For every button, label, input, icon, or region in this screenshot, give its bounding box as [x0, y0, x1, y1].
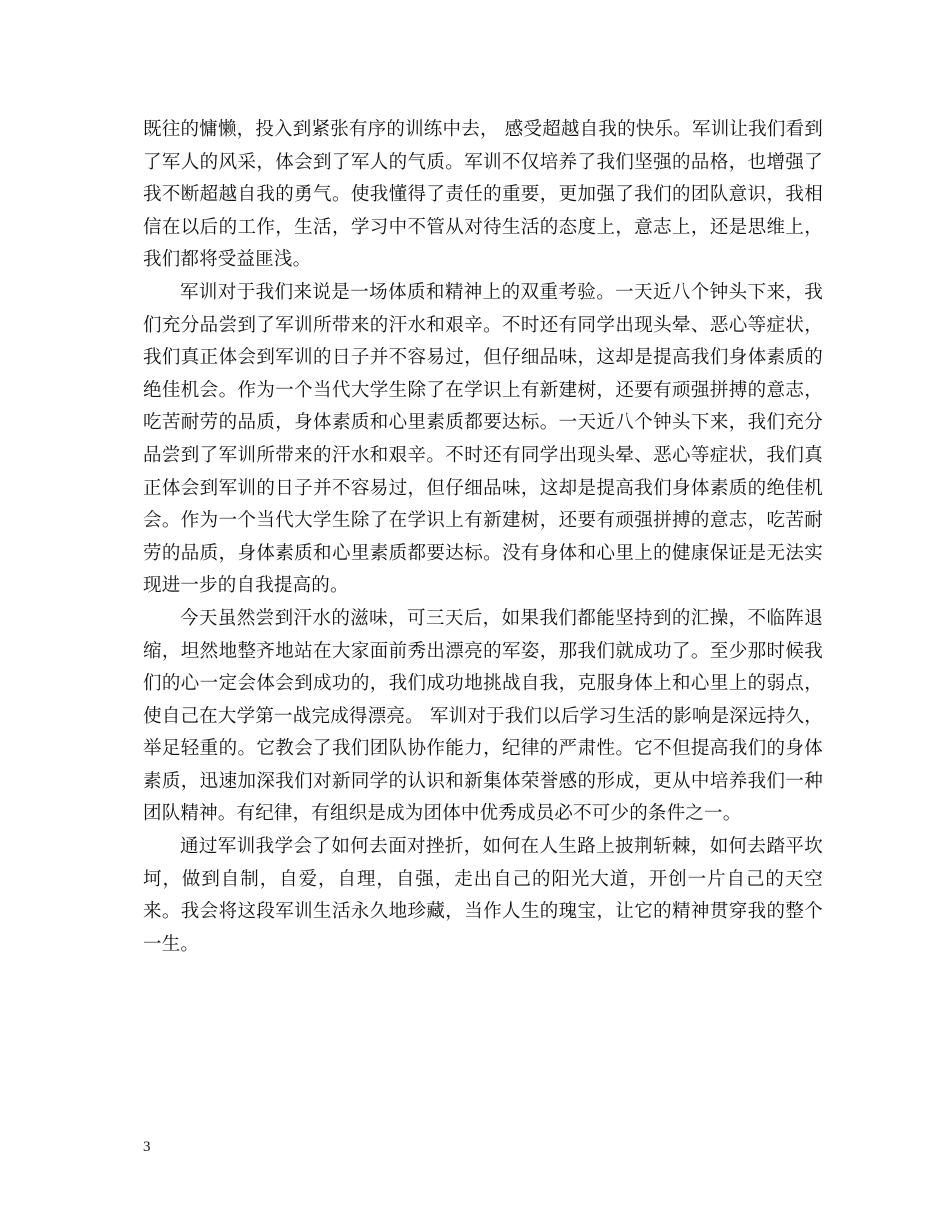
paragraph-4: 通过军训我学会了如何去面对挫折，如何在人生路上披荆斩棘，如何去踏平坎坷，做到自制，自爱，自理，自强，走出自己的阳光大道，开创一片自己的天空来。我会将这段军训生活永久地珍藏，当作人生的瑰宝，让它的精神贯穿我的整个一生。	[143, 836, 823, 955]
paragraph-1: 既往的慵懒，投入到紧张有序的训练中去， 感受超越自我的快乐。军训让我们看到了军人的风采，体会到了军人的气质。军训不仅培养了我们坚强的品格，也增强了我不断超越自我的勇气。使我懂得了责任的重要，更加强了我们的团队意识，我相信在以后的工作，生活，学习中不管从对待生活的态度上，意志上，还是思维上，我们都将受益匪浅。	[143, 119, 823, 271]
paragraph-3: 今天虽然尝到汗水的滋味，可三天后，如果我们都能坚持到的汇操，不临阵退缩，坦然地整齐地站在大家面前秀出漂亮的军姿，那我们就成功了。至少那时候我们的心一定会体会到成功的，我们成功地挑战自我，克服身体上和心里上的弱点，使自己在大学第一战完成得漂亮。 军训对于我们以后学习生活的影响是深远持久，举足轻重的。它教会了我们团队协作能力，纪律的严肃性。它不但提高我们的身体素质，迅速加深我们对新同学的认识和新集体荣誉感的形成，更从中培养我们一种团队精神。有纪律，有组织是成为团体中优秀成员必不可少的条件之一。	[143, 607, 823, 825]
body-text	[143, 114, 823, 961]
paragraph-2: 军训对于我们来说是一场体质和精神上的双重考验。一天近八个钟头下来，我们充分品尝到了军训所带来的汗水和艰辛。不时还有同学出现头晕、恶心等症状，我们真正体会到军训的日子并不容易过，但仔细品味，这却是提高我们身体素质的绝佳机会。作为一个当代大学生除了在学识上有新建树，还要有顽强拼搏的意志，吃苦耐劳的品质，身体素质和心里素质都要达标。一天近八个钟头下来，我们充分品尝到了军训所带来的汗水和艰辛。不时还有同学出现头晕、恶心等症状，我们真正体会到军训的日子并不容易过，但仔细品味，这却是提高我们身体素质的绝佳机会。作为一个当代大学生除了在学识上有新建树，还要有顽强拼搏的意志，吃苦耐劳的品质，身体素质和心里素质都要达标。没有身体和心里上的健康保证是无法实现进一步的自我提高的。	[143, 281, 823, 597]
page-number: 3	[143, 1139, 151, 1155]
